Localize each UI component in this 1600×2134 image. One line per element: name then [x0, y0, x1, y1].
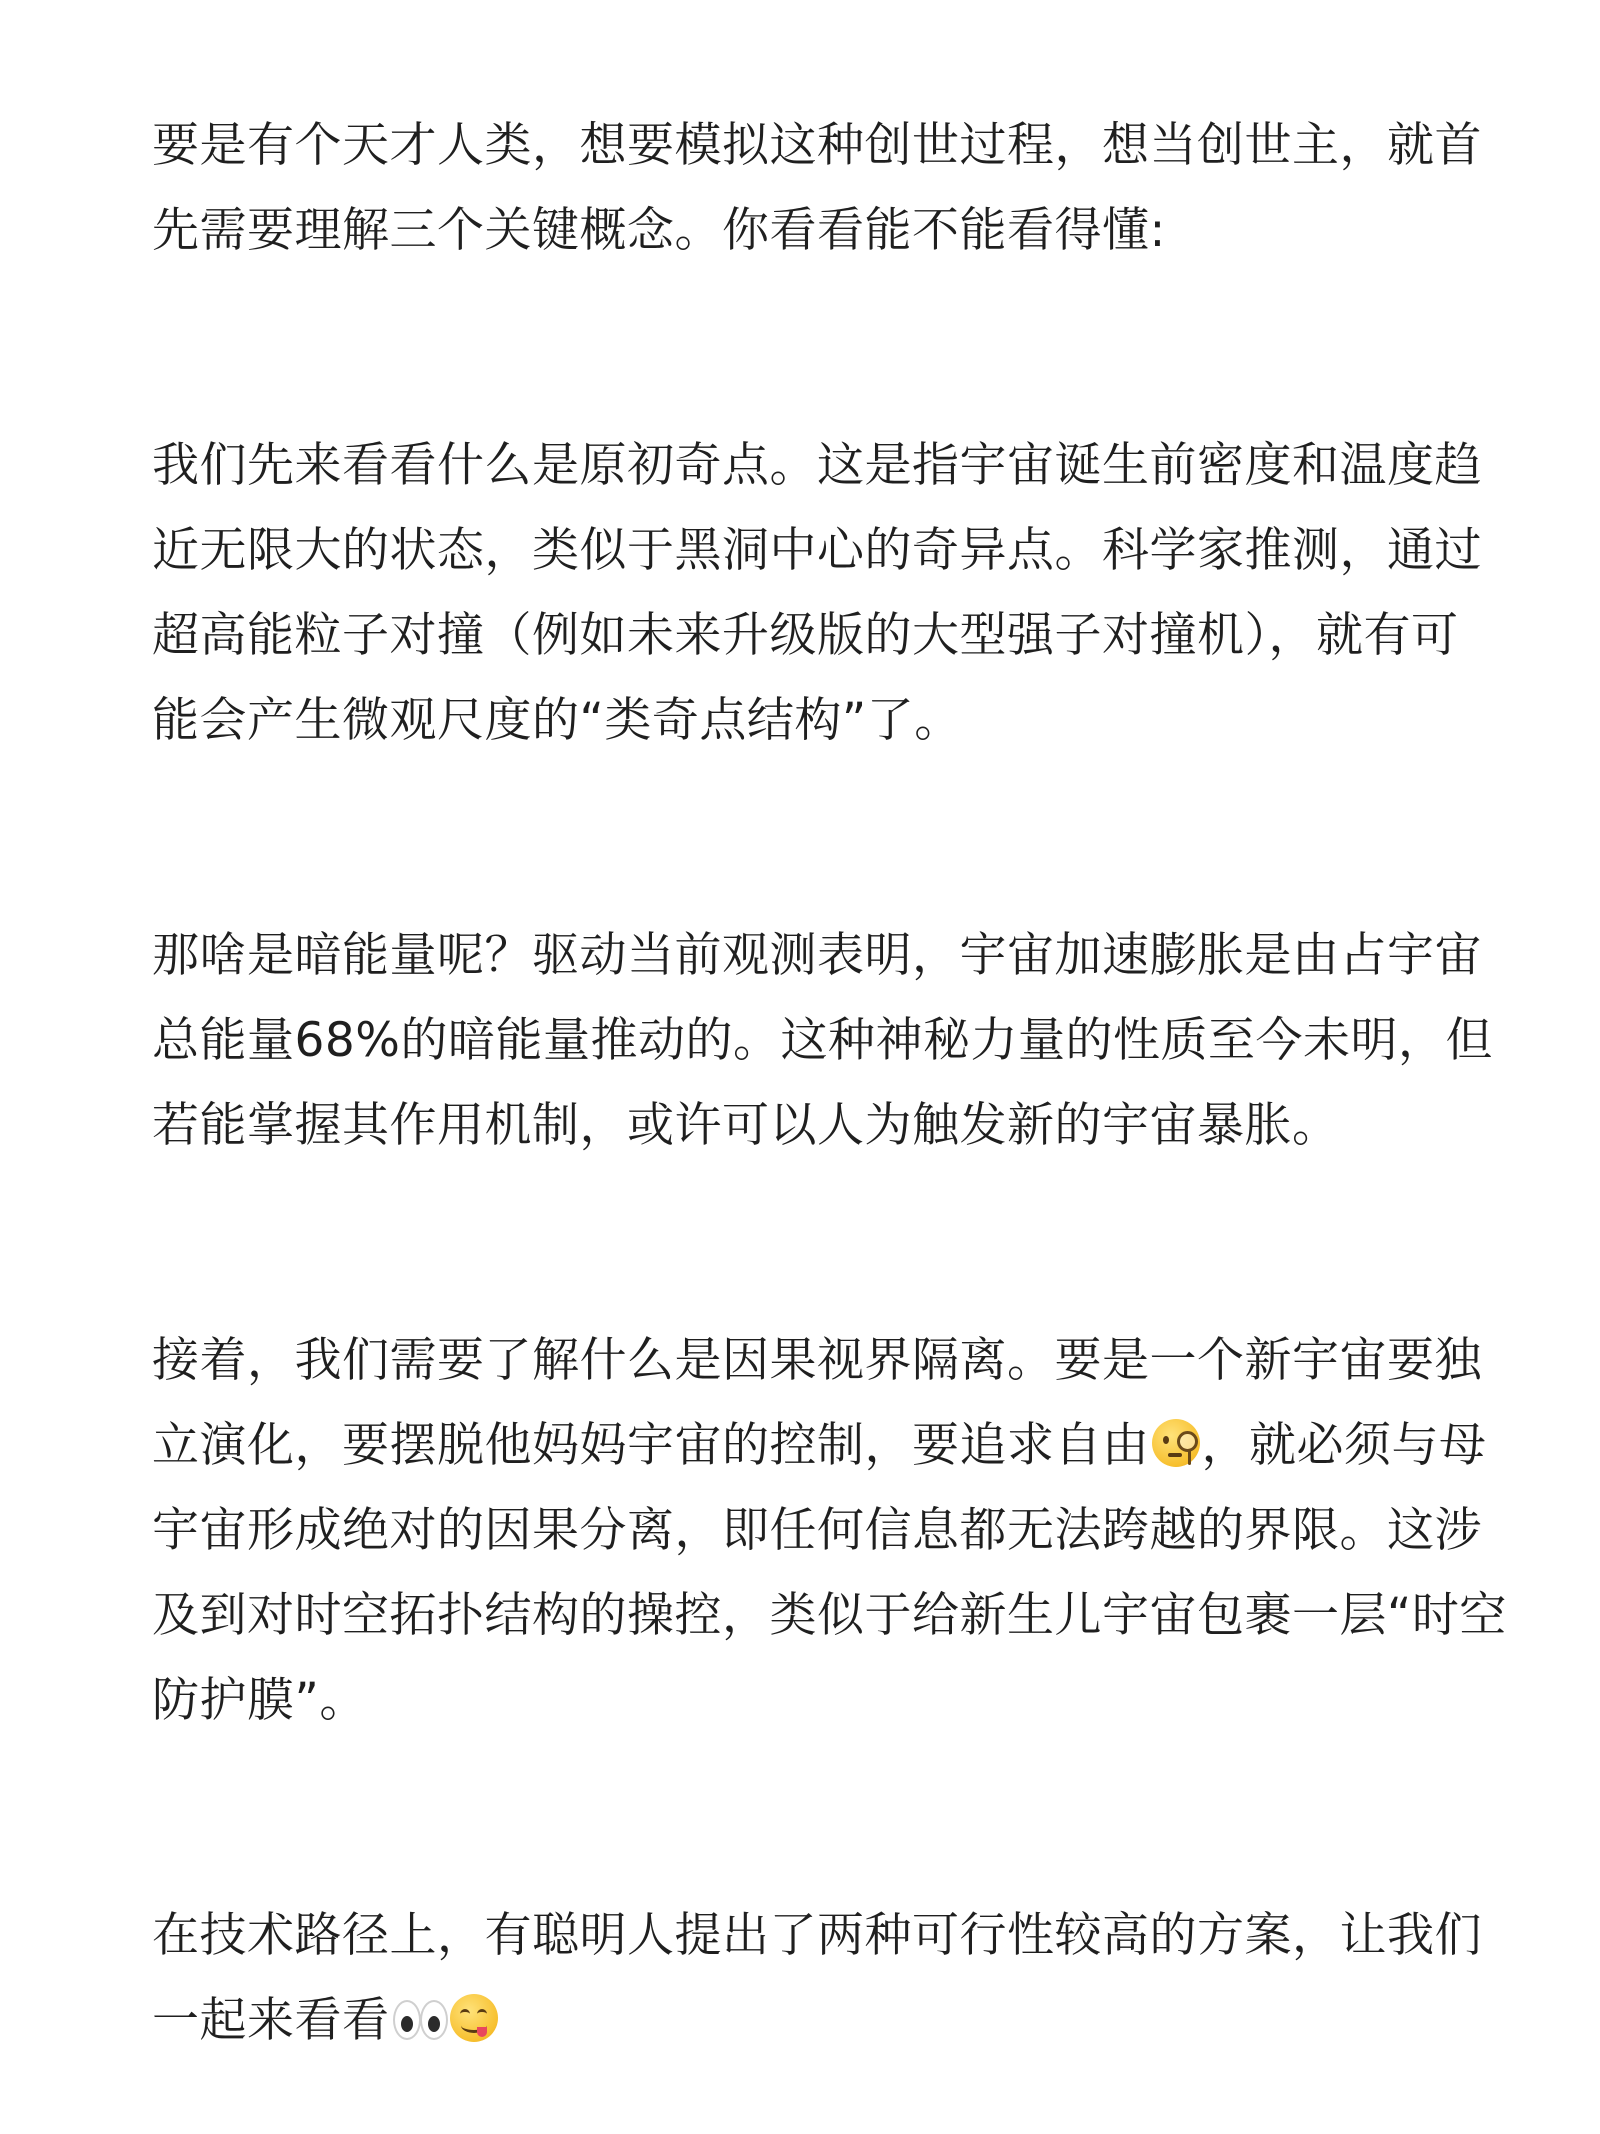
text-line: 我们先来看看什么是原初奇点。这是指宇宙诞生前密度和温度趋	[152, 438, 1482, 493]
paragraph-technical-path	[152, 1893, 1482, 2063]
text-segment: ，就必须与母	[1201, 1418, 1487, 1473]
paragraph-singularity	[152, 423, 1482, 763]
text-line: 近无限大的状态，类似于黑洞中心的奇异点。科学家推测，通过	[152, 523, 1482, 578]
text-line: 总能量68%的暗能量推动的。这种神秘力量的性质至今未明，但	[152, 1013, 1493, 1068]
text-segment: 立演化，要摆脱他妈妈宇宙的控制，要追求自由	[152, 1418, 1150, 1473]
paragraph-dark-energy	[152, 913, 1493, 1168]
text-line: 超高能粒子对撞（例如未来升级版的大型强子对撞机），就有可	[152, 608, 1459, 663]
text-line: 要是有个天才人类，想要模拟这种创世过程，想当创世主，就首	[152, 118, 1482, 173]
paragraph-causal-isolation	[152, 1318, 1507, 1743]
text-line: 在技术路径上，有聪明人提出了两种可行性较高的方案，让我们	[152, 1908, 1482, 1963]
text-line: 接着，我们需要了解什么是因果视界隔离。要是一个新宇宙要独	[152, 1333, 1482, 1388]
text-line: 那啥是暗能量呢？驱动当前观测表明，宇宙加速膨胀是由占宇宙	[152, 928, 1482, 983]
text-line	[152, 1978, 1462, 2063]
eyes-icon	[392, 1994, 446, 2042]
paragraph-intro	[152, 103, 1482, 273]
face-savoring-food-icon	[450, 1994, 498, 2042]
text-line	[152, 1403, 1487, 1488]
face-with-monocle-icon	[1152, 1419, 1200, 1467]
text-line: 宇宙形成绝对的因果分离，即任何信息都无法跨越的界限。这涉	[152, 1503, 1482, 1558]
text-line: 及到对时空拓扑结构的操控，类似于给新生儿宇宙包裹一层“时空	[152, 1588, 1507, 1643]
text-line: 防护膜”。	[152, 1673, 367, 1728]
text-line: 若能掌握其作用机制，或许可以人为触发新的宇宙暴胀。	[152, 1098, 1340, 1153]
text-line: 先需要理解三个关键概念。你看看能不能看得懂:	[152, 203, 1166, 258]
text-segment: 一起来看看	[152, 1993, 390, 2048]
article-body	[152, 103, 1507, 2063]
text-line: 能会产生微观尺度的“类奇点结构”了。	[152, 693, 962, 748]
